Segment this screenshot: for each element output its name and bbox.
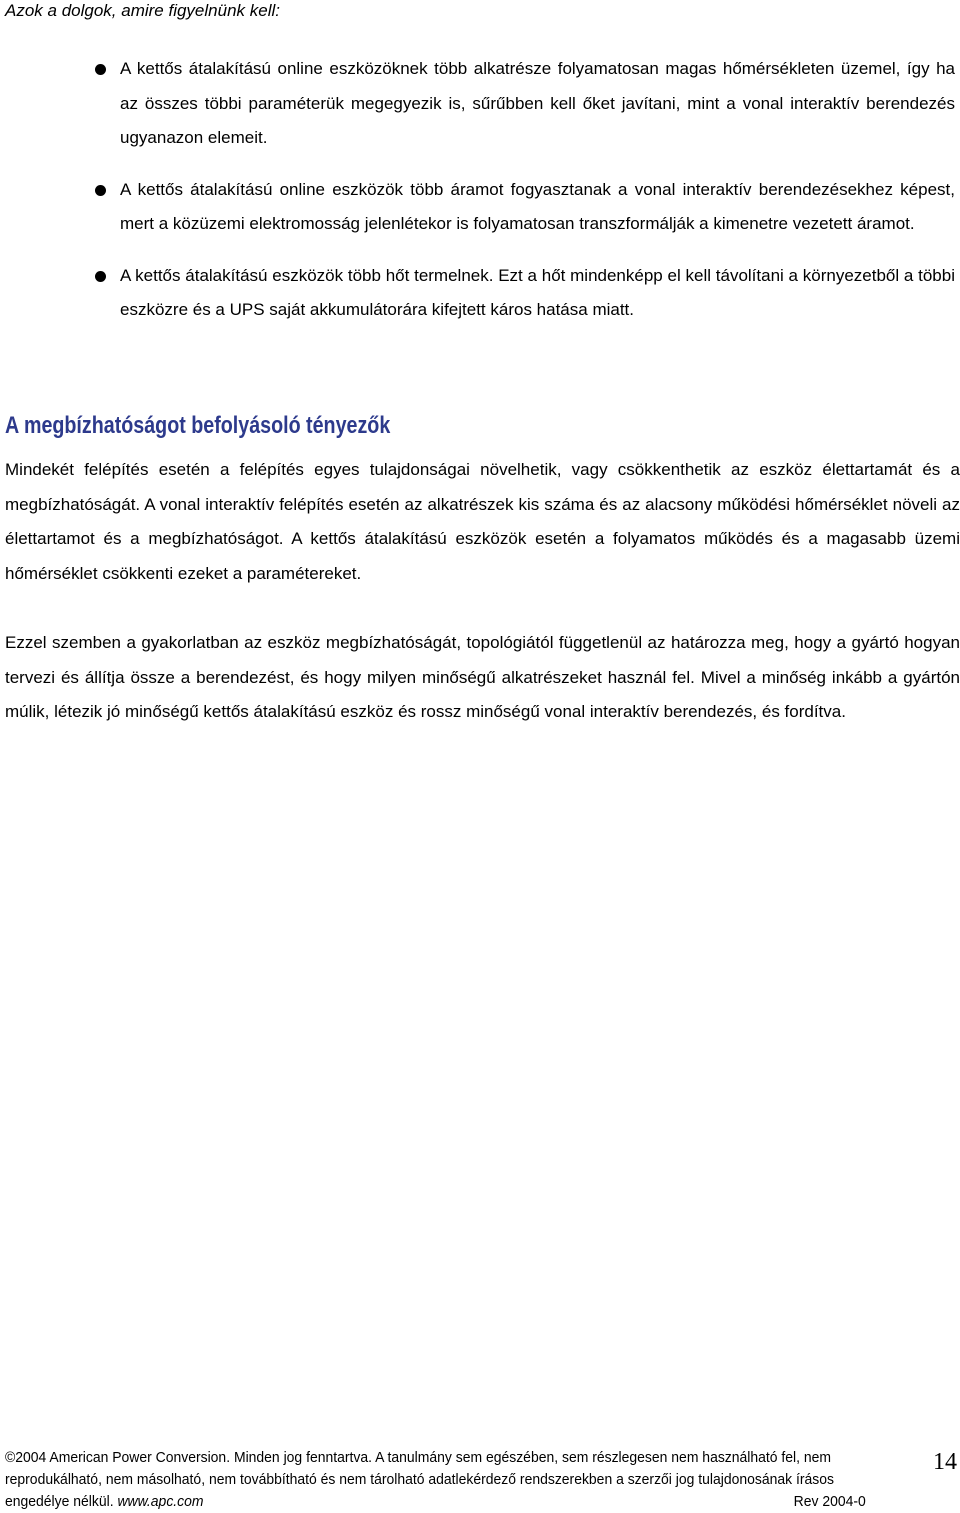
bullet-icon	[95, 64, 106, 75]
bullet-item	[95, 52, 955, 156]
bullet-item	[95, 259, 955, 328]
footer-last-line	[5, 1491, 866, 1513]
footer-revision: Rev 2004-0	[793, 1493, 866, 1510]
paragraph: Mindekét felépítés esetén a felépítés egyes tulajdonságai növelhetik, vagy csökkenthetik az eszköz élettartamát és a megbízhatóságát. A vonal interaktív felépítés esetén az alkatrészek kis száma és az alacsony működési hőmérséklet növeli az élettartamot és a megbízhatóságot. A kettős átalakítású eszközök esetén a folyamatos működés és a magasabb üzemi hőmérséklet csökkenti ezeket a paramétereket.	[5, 460, 960, 583]
bullet-text: A kettős átalakítású online eszközök több áramot fogyasztanak a vonal interaktív berendezésekhez képest, mert a közüzemi elektromosság jelenlétekor is folyamatosan transzformálják a kimenetre vezetett áramot.	[120, 179, 955, 233]
bullet-item	[95, 173, 955, 242]
footer-permission: engedélye nélkül.	[5, 1493, 114, 1510]
bullet-icon	[95, 271, 106, 282]
bullet-text: A kettős átalakítású eszközök több hőt termelnek. Ezt a hőt mindenképp el kell távolítani a környezetből a többi eszközre és a UPS saját akkumulátorára kifejtett káros hatása miatt.	[120, 265, 955, 319]
paragraph: Ezzel szemben a gyakorlatban az eszköz megbízhatóságát, topológiától függetlenül az határozza meg, hogy a gyártó hogyan tervezi és állítja össze a berendezést, és hogy milyen minőségű alkatrészeket használ fel. Mivel a minőség inkább a gyártón múlik, létezik jó minőségű kettős átalakítású eszköz és rossz minőségű vonal interaktív berendezés, és fordítva.	[5, 633, 960, 721]
footer-url[interactable]: www.apc.com	[117, 1493, 204, 1510]
bullet-icon	[95, 185, 106, 196]
bullet-list	[95, 52, 955, 345]
footer	[5, 1447, 866, 1513]
section-heading: A megbízhatóságot befolyásoló tényezők	[5, 412, 391, 439]
footer-copyright: ©2004 American Power Conversion. Minden jog fenntartva. A tanulmány sem egészében, sem részlegesen nem használható fel, nem	[5, 1449, 832, 1466]
intro-text: Azok a dolgok, amire figyelnünk kell:	[5, 1, 280, 20]
page-number: 14	[933, 1449, 957, 1475]
footer-rights: reprodukálható, nem másolható, nem továbbítható és nem tárolható adatlekérdező rendszerekben a szerzői jog tulajdonosának írásos	[5, 1471, 834, 1488]
bullet-text: A kettős átalakítású online eszközöknek több alkatrésze folyamatosan magas hőmérsékleten üzemel, így ha az összes többi paraméterük megegyezik is, sűrűbben kell őket javítani, mint a vonal interaktív berendezés ugyanazon elemeit.	[120, 59, 955, 147]
